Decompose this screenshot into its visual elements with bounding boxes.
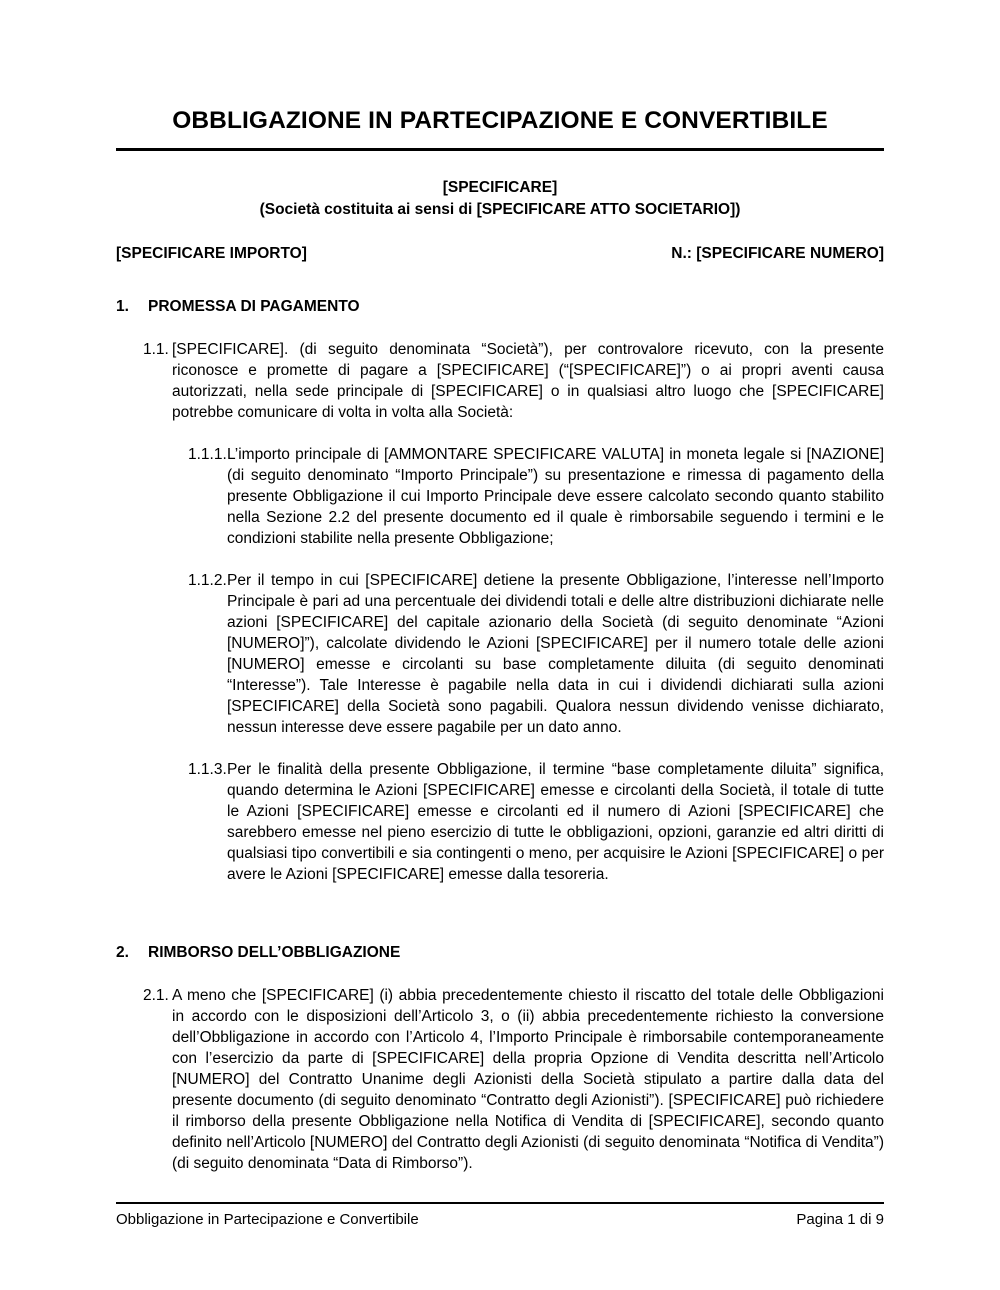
section-1: [116, 297, 884, 885]
clause-1-1-2-text: Per il tempo in cui [SPECIFICARE] detiene la presente Obbligazione, l’interesse nell’Importo Principale è pari ad una percentuale dei dividendi totali e delle altre distribuzioni dichiarate nelle azioni [SPECIFICARE] del capitale azionario della Società (di seguito denominate “Azioni [NUMERO]”), calcolate dividendo le Azioni [SPECIFICARE] per il numero totale delle azioni [NUMERO] emesse e circolanti su base completamente diluita (di seguito denominati “Interesse”). Tale Interesse è pagabile nella data in cui i dividendi dichiarati sulla azioni [SPECIFICARE] della Società sono pagabili. Qualora nessun dividendo venisse dichiarato, nessun interesse deve essere pagabile per un dato anno.: [227, 571, 884, 736]
clause-2-1: [143, 985, 884, 1174]
clause-1-1: [143, 339, 884, 423]
company-block: [116, 177, 884, 221]
clause-1-1-3-number: 1.1.3.: [188, 760, 227, 778]
clause-2-1-number: 2.1.: [143, 986, 169, 1004]
section-1-number: 1.: [116, 297, 129, 315]
footer-document-name: Obbligazione in Partecipazione e Convertibile: [116, 1211, 419, 1228]
title-divider: [116, 148, 884, 151]
section-1-title: PROMESSA DI PAGAMENTO: [148, 297, 360, 315]
amount-row: [116, 245, 884, 263]
clause-1-1-number: 1.1.: [143, 340, 169, 358]
amount-label: [SPECIFICARE IMPORTO]: [116, 244, 307, 262]
section-2-heading: [116, 943, 884, 964]
section-2: [116, 943, 884, 1174]
footer-divider: [116, 1202, 884, 1204]
document-content: [116, 0, 884, 1174]
company-incorporation: (Società costituita ai sensi di [SPECIFICARE ATTO SOCIETARIO]): [259, 200, 741, 218]
clause-1-1-3: [188, 759, 884, 885]
section-2-number: 2.: [116, 943, 129, 961]
page-title: OBBLIGAZIONE IN PARTECIPAZIONE E CONVERTIBILE: [172, 107, 828, 134]
company-name: [SPECIFICARE]: [442, 178, 558, 196]
clause-1-1-2-number: 1.1.2.: [188, 571, 227, 589]
section-2-title: RIMBORSO DELL’OBBLIGAZIONE: [148, 943, 401, 961]
section-1-heading: [116, 297, 884, 318]
clause-1-1-1-number: 1.1.1.: [188, 445, 227, 463]
footer-row: [116, 1211, 884, 1228]
clause-1-1-3-text: Per le finalità della presente Obbligazione, il termine “base completamente diluita” significa, quando determina le Azioni [SPECIFICARE] emesse e circolanti della Società, il totale di tutte le Azioni [SPECIFICARE] emesse e circolanti ed il numero di Azioni [SPECIFICARE] che sarebbero emesse nel pieno esercizio di tutte le obbligazioni, opzioni, garanzie ed altri diritti di qualsiasi tipo convertibili e sia contingenti o meno, per acquisire le Azioni [SPECIFICARE] o per avere le Azioni [SPECIFICARE] emesse dalla tesoreria.: [227, 760, 884, 883]
number-label: N.: [SPECIFICARE NUMERO]: [671, 244, 884, 262]
clause-1-1-1: [188, 444, 884, 549]
footer-page-number: Pagina 1 di 9: [796, 1211, 884, 1228]
page-footer: [116, 1202, 884, 1228]
clause-1-1-text: [SPECIFICARE]. (di seguito denominata “Società”), per controvalore ricevuto, con la presente riconosce e promette di pagare a [SPECIFICARE] (“[SPECIFICARE]”) o ai propri aventi causa autorizzati, nella sede principale di [SPECIFICARE] o in qualsiasi altro luogo che [SPECIFICARE] potrebbe comunicare di volta in volta alla Società:: [172, 340, 884, 421]
clause-1-1-1-text: L’importo principale di [AMMONTARE SPECIFICARE VALUTA] in moneta legale si [NAZIONE] (di seguito denominato “Importo Principale”) su presentazione e rimessa di pagamento della presente Obbligazione il cui Importo Principale deve essere calcolato secondo quanto stabilito nella Sezione 2.2 del presente documento ed il quale è rimborsabile seguendo i termini e le condizioni stabilite nella presente Obbligazione;: [227, 445, 884, 547]
clause-1-1-2: [188, 570, 884, 738]
clause-2-1-text: A meno che [SPECIFICARE] (i) abbia precedentemente chiesto il riscatto del totale delle Obbligazioni in accordo con le disposizioni dell’Articolo 3, o (ii) abbia precedentemente richiesto la conversione dell’Obbligazione in accordo con l’Articolo 4, l’Importo Principale è rimborsabile contemporaneamente con l’esercizio da parte di [SPECIFICARE] della propria Opzione di Vendita descritta nell’Articolo [NUMERO] del Contratto Unanime degli Azionisti della Società stipulato a partire dalla data del presente documento (di seguito denominato “Contratto degli Azionisti”). [SPECIFICARE] può richiedere il rimborso della presente Obbligazione nella Notifica di Vendita di [SPECIFICARE], secondo quanto definito nell’Articolo [NUMERO] del Contratto degli Azionisti (di seguito denominata “Notifica di Vendita”) (di seguito denominata “Data di Rimborso”).: [172, 986, 884, 1172]
